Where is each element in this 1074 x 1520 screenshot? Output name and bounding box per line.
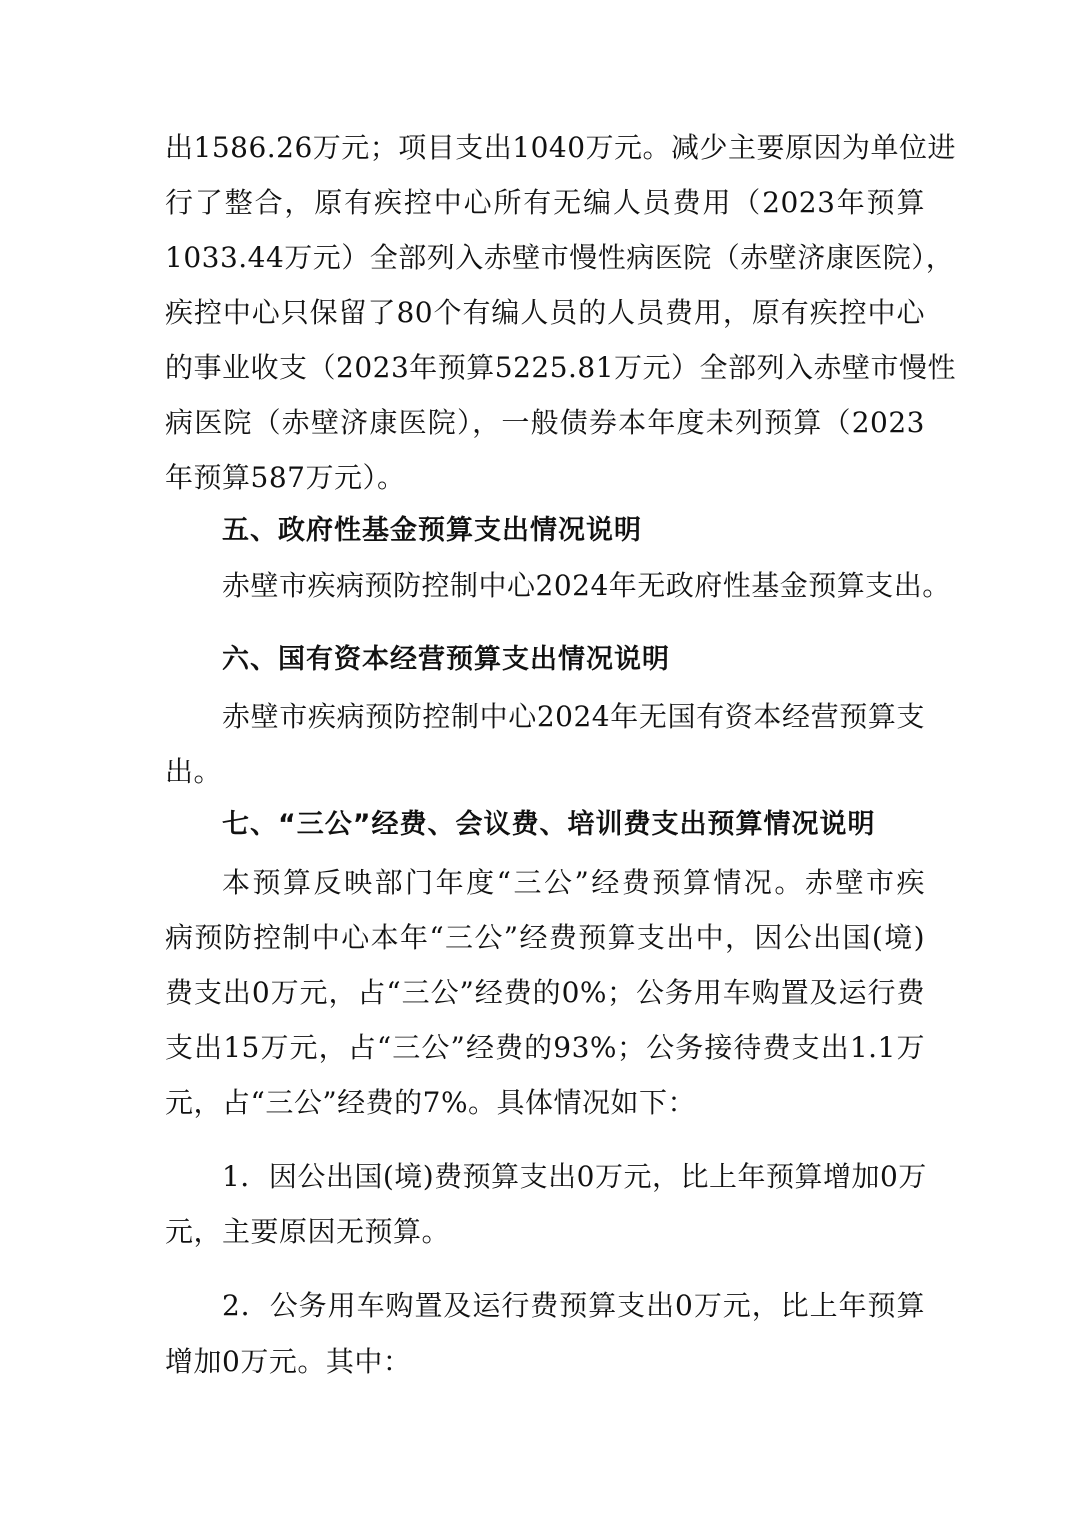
list-item-line: 元，主要原因无预算。 [165, 1215, 451, 1248]
list-item-line: 2．公务用车购置及运行费预算支出0万元，比上年预算 [222, 1289, 925, 1322]
paragraph-line: 病医院（赤壁济康医院），一般债券本年度未列预算（2023 [165, 406, 925, 439]
paragraph-line: 疾控中心只保留了80个有编人员的人员费用，原有疾控中心 [165, 296, 925, 329]
paragraph-line: 1033.44万元）全部列入赤壁市慢性病医院（赤壁济康医院）， [165, 241, 955, 274]
paragraph-line: 出。 [165, 755, 223, 788]
paragraph-line: 本预算反映部门年度“三公”经费预算情况。赤壁市疾 [222, 866, 925, 899]
list-item-line: 增加0万元。其中： [165, 1345, 412, 1378]
section-heading-seven: 七、“三公”经费、会议费、培训费支出预算情况说明 [222, 809, 876, 840]
list-item-line: 1．因公出国(境)费预算支出0万元，比上年预算增加0万 [222, 1160, 927, 1193]
paragraph-line: 支出15万元，占“三公”经费的93%；公务接待费支出1.1万 [165, 1031, 925, 1064]
paragraph-line: 行了整合，原有疾控中心所有无编人员费用（2023年预算 [165, 186, 925, 219]
paragraph-line: 费支出0万元，占“三公”经费的0%；公务用车购置及运行费 [165, 976, 925, 1009]
paragraph-line: 病预防控制中心本年“三公”经费预算支出中，因公出国(境) [165, 921, 925, 954]
paragraph-line: 赤壁市疾病预防控制中心2024年无政府性基金预算支出。 [222, 569, 951, 602]
paragraph-line: 赤壁市疾病预防控制中心2024年无国有资本经营预算支 [222, 700, 925, 733]
section-heading-six: 六、国有资本经营预算支出情况说明 [222, 644, 670, 675]
paragraph-line: 元，占“三公”经费的7%。具体情况如下： [165, 1086, 697, 1119]
section-heading-five: 五、政府性基金预算支出情况说明 [222, 515, 642, 546]
paragraph-line: 的事业收支（2023年预算5225.81万元）全部列入赤壁市慢性 [165, 351, 957, 384]
paragraph-line: 年预算587万元）。 [165, 461, 406, 494]
paragraph-line: 出1586.26万元；项目支出1040万元。减少主要原因为单位进 [165, 131, 957, 164]
